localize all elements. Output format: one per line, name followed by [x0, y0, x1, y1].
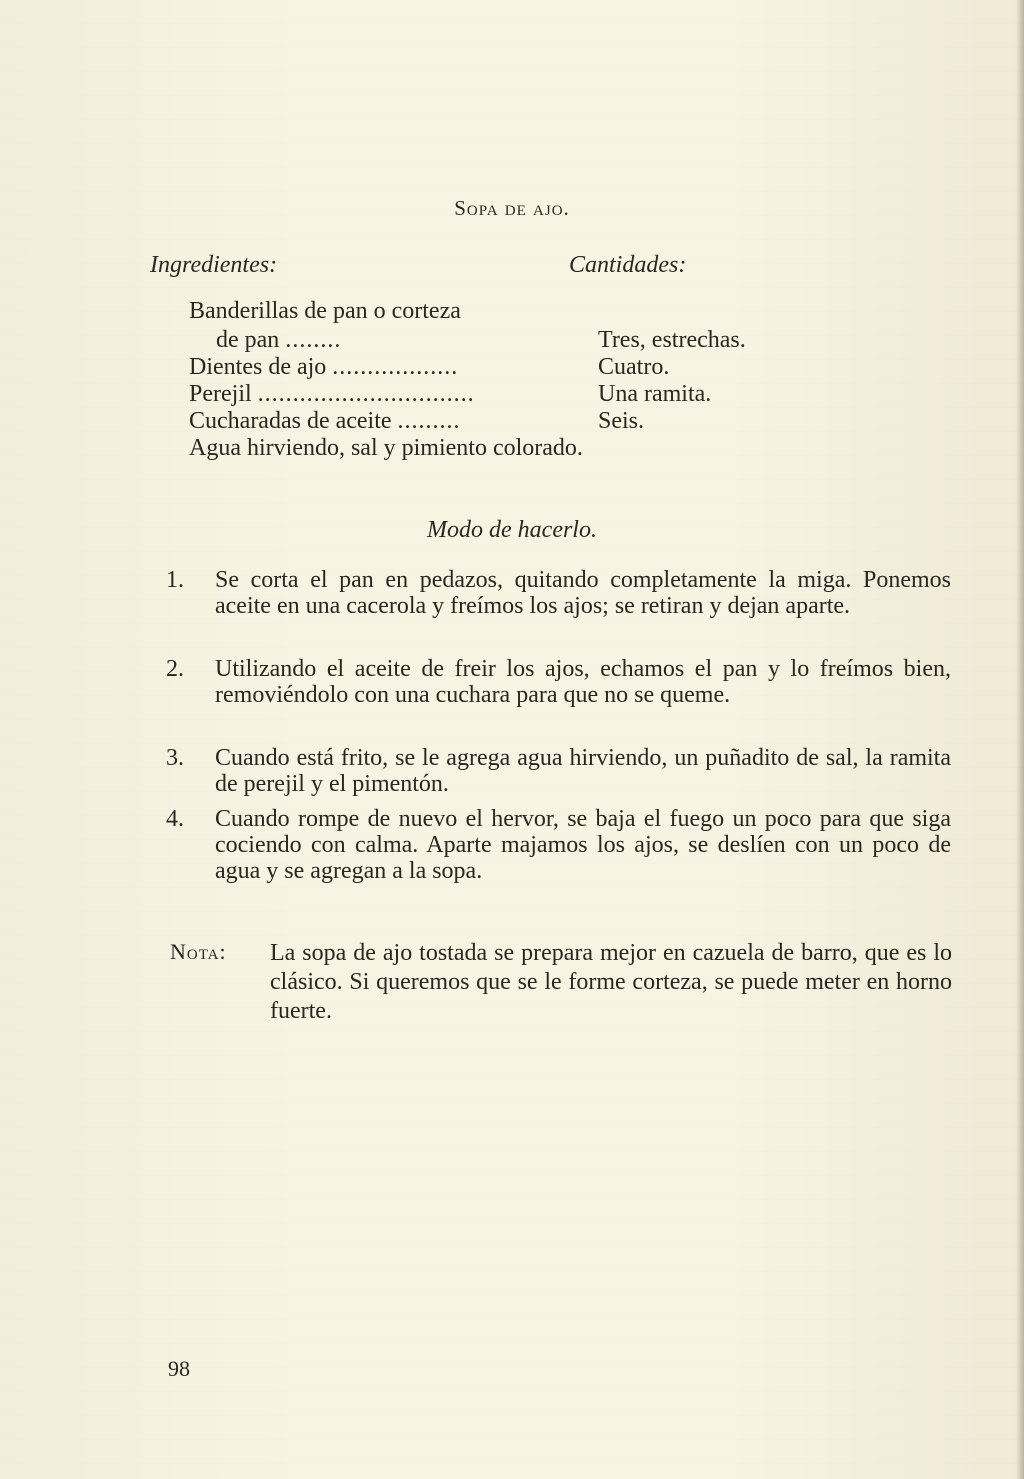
page-number: 98 [168, 1356, 190, 1381]
extra-ingredients: Agua hirviendo, sal y pimiento colorado. [189, 435, 583, 461]
page-spine-shadow [1016, 0, 1024, 1479]
ingredient-name: Cucharadas de aceite [189, 408, 392, 434]
ingredient-name: de pan [216, 327, 280, 353]
step-text: Cuando está frito, se le agrega agua hirviendo, un puñadito de sal, la ramita de perejil y el pimentón. [215, 745, 951, 797]
ingredient-name: Dientes de ajo [189, 354, 327, 380]
ingredient-line [189, 380, 475, 409]
note-text: La sopa de ajo tostada se prepara mejor en cazuela de barro, que es lo clásico. Si queremos que se le forme corteza, se puede meter en horno fuerte. [270, 940, 952, 1024]
ingredient-quantity: Una ramita. [598, 381, 712, 407]
step-number: 4. [166, 806, 184, 832]
ingredient-quantity: Cuatro. [598, 354, 670, 380]
method-heading: Modo de hacerlo. [427, 517, 597, 543]
ingredient-line [216, 326, 341, 355]
step-text: Utilizando el aceite de freir los ajos, echamos el pan y lo freímos bien, removiéndolo con una cuchara para que no se queme. [215, 656, 951, 708]
leader-dots: ......... [397, 408, 461, 434]
leader-dots: ........ [285, 327, 342, 353]
leader-dots: ............................... [257, 381, 475, 407]
ingredient-line [189, 407, 461, 436]
ingredient-line: Banderillas de pan o corteza [189, 298, 461, 324]
ingredient-quantity: Tres, estrechas. [598, 327, 746, 353]
recipe-title: Sopa de ajo. [454, 196, 570, 220]
ingredient-quantity: Seis. [598, 408, 645, 434]
step-text: Cuando rompe de nuevo el hervor, se baja el fuego un poco para que siga cociendo con calma. Aparte majamos los ajos, se deslíen con un poco de agua y se agregan a la sopa. [215, 806, 951, 884]
step-number: 3. [166, 745, 184, 771]
step-text: Se corta el pan en pedazos, quitando completamente la miga. Ponemos aceite en una cacerola y freímos los ajos; se retiran y dejan aparte. [215, 567, 951, 619]
ingredients-heading: Ingredientes: [150, 252, 278, 278]
ingredient-name: Perejil [189, 381, 252, 407]
ingredient-line [189, 353, 458, 382]
step-number: 1. [166, 567, 184, 593]
leader-dots: .................. [332, 354, 459, 380]
step-number: 2. [166, 656, 184, 682]
quantities-heading: Cantidades: [569, 252, 687, 278]
note-label: Nota: [170, 939, 227, 964]
